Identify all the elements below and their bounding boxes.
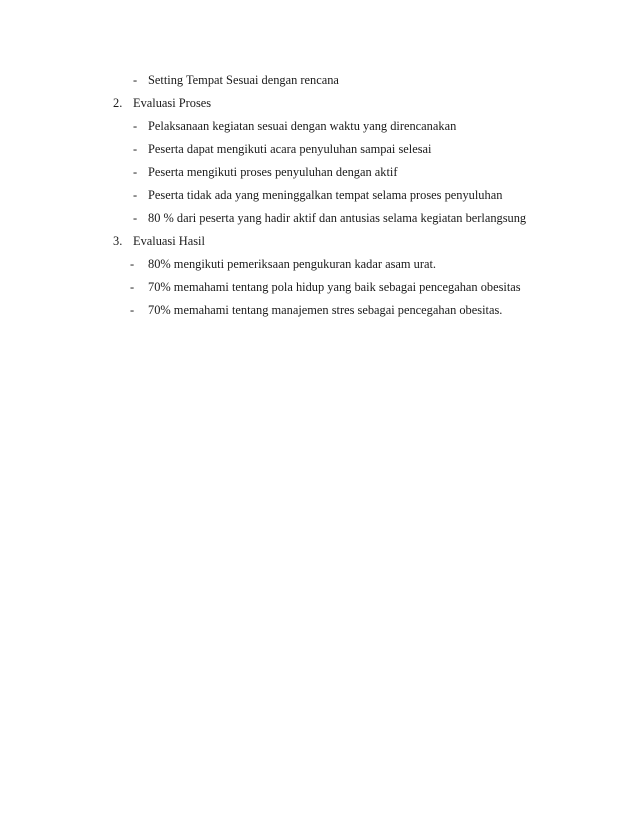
list-item-text: Peserta mengikuti proses penyuluhan dengan aktif (148, 165, 398, 179)
list-item-text: 80% mengikuti pemeriksaan pengukuran kadar asam urat. (148, 257, 436, 271)
list-item-text: Pelaksanaan kegiatan sesuai dengan waktu yang direncanakan (148, 119, 457, 133)
list-item-text: Peserta tidak ada yang meninggalkan tempat selama proses penyuluhan (148, 188, 503, 202)
list-bullet: - (130, 257, 135, 271)
list-bullet: - (133, 119, 138, 133)
list-bullet: - (133, 165, 138, 179)
section-number: 2. (113, 96, 123, 110)
list-item-text: 70% memahami tentang manajemen stres sebagai pencegahan obesitas. (148, 303, 503, 317)
list-item-text: Setting Tempat Sesuai dengan rencana (148, 73, 339, 87)
list-item-text: 80 % dari peserta yang hadir aktif dan antusias selama kegiatan berlangsung (148, 211, 527, 225)
list-bullet: - (133, 188, 138, 202)
list-item-text: Peserta dapat mengikuti acara penyuluhan sampai selesai (148, 142, 432, 156)
list-bullet: - (130, 280, 135, 294)
section-heading: Evaluasi Hasil (133, 234, 205, 248)
list-item-text: 70% memahami tentang pola hidup yang baik sebagai pencegahan obesitas (148, 280, 521, 294)
list-bullet: - (133, 73, 138, 87)
section-number: 3. (113, 234, 123, 248)
list-bullet: - (133, 142, 138, 156)
list-bullet: - (133, 211, 138, 225)
list-bullet: - (130, 303, 135, 317)
section-heading: Evaluasi Proses (133, 96, 212, 110)
